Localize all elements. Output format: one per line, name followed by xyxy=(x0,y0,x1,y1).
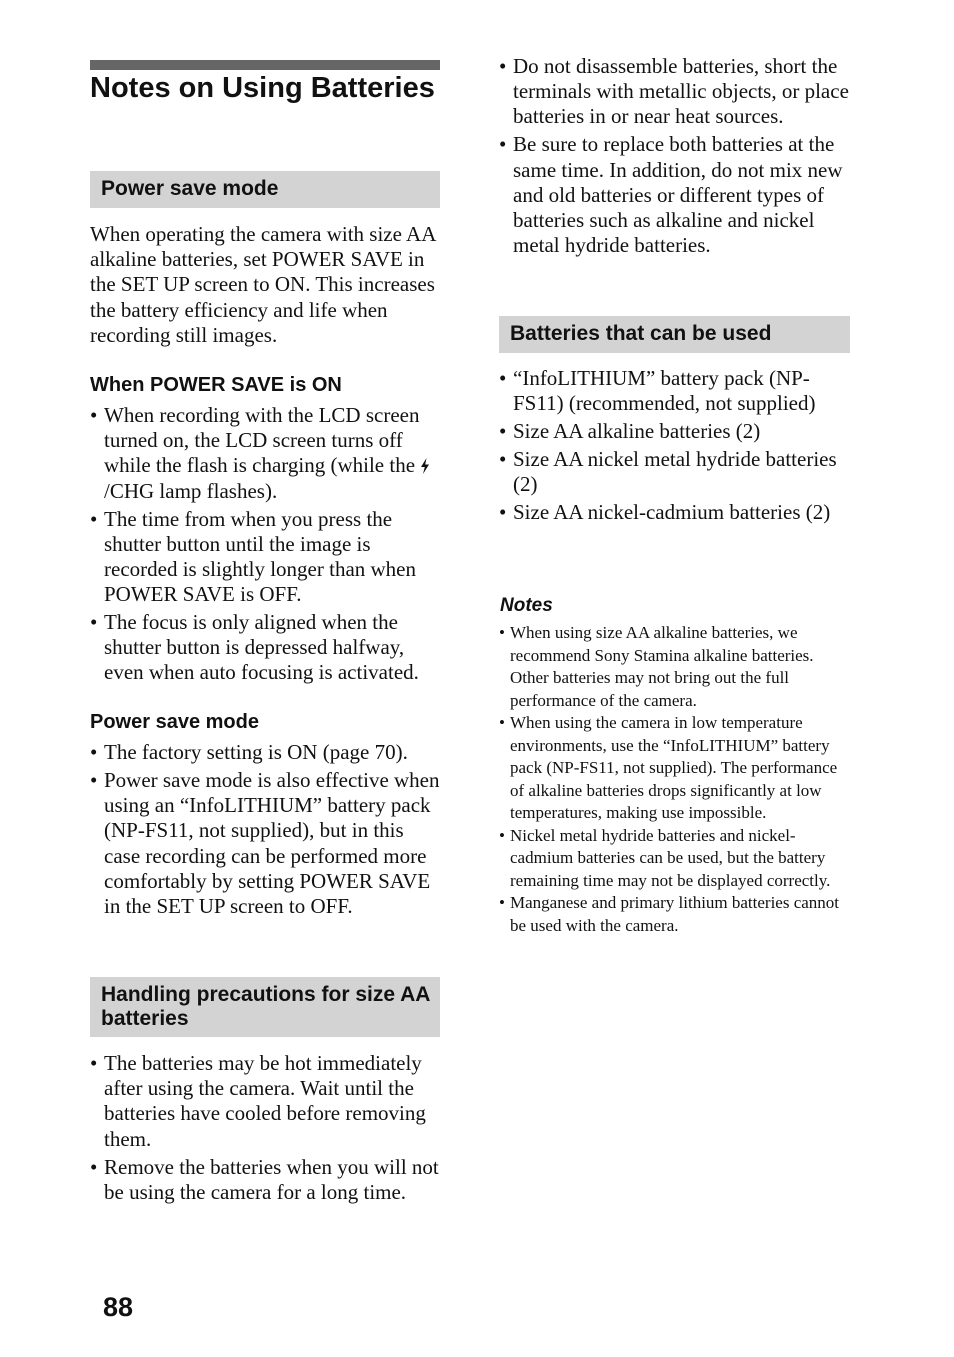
power-save-mode-list xyxy=(90,740,440,922)
note-item: • Nickel metal hydride batteries and nickel-cadmium batteries can be used, but the battery remaining time may not be displayed correctly. xyxy=(499,825,851,893)
page-title: Notes on Using Batteries xyxy=(90,72,435,104)
note-item: • When using size AA alkaline batteries, we recommend Sony Stamina alkaline batteries. Other batteries may not bring out the full performance of the camera. xyxy=(499,622,851,712)
subheading-when-power-save-on: When POWER SAVE is ON xyxy=(90,374,342,396)
subheading-power-save-mode: Power save mode xyxy=(90,711,259,733)
list-item: • The focus is only aligned when the shutter button is depressed halfway, even when auto focusing is activated. xyxy=(90,610,440,686)
list-item: • Size AA alkaline batteries (2) xyxy=(499,419,851,444)
when-on-list xyxy=(90,403,440,688)
top-rule xyxy=(90,60,440,70)
list-item: • Remove the batteries when you will not be using the camera for a long time. xyxy=(90,1155,440,1205)
flash-icon xyxy=(420,458,430,474)
list-item: • Size AA nickel-cadmium batteries (2) xyxy=(499,500,851,525)
note-item: • Manganese and primary lithium batteries cannot be used with the camera. xyxy=(499,892,851,937)
note-item: • When using the camera in low temperature environments, use the “InfoLITHIUM” battery pack (NP-FS11, not supplied). The performance of alkaline batteries drops significantly at low temperatures, making use impossible. xyxy=(499,712,851,825)
section-heading-power-save: Power save mode xyxy=(90,171,440,208)
page-number: 88 xyxy=(103,1292,134,1322)
section-heading-usable-batteries: Batteries that can be used xyxy=(499,316,850,353)
handling-list-left xyxy=(90,1051,440,1208)
list-item: • The batteries may be hot immediately after using the camera. Wait until the batteries have cooled before removing them. xyxy=(90,1051,440,1152)
list-item: • Be sure to replace both batteries at the same time. In addition, do not mix new and old batteries or different types of batteries such as alkaline and nickel metal hydride batteries. xyxy=(499,132,851,258)
list-item: • When recording with the LCD screen turned on, the LCD screen turns off while the flash is charging (while the /CHG lamp flashes). xyxy=(90,403,440,504)
section-heading-handling: Handling precautions for size AA batteries xyxy=(90,977,440,1037)
power-save-intro: When operating the camera with size AA alkaline batteries, set POWER SAVE in the SET UP screen to ON. This increases the battery efficiency and life when recording still images. xyxy=(90,222,436,347)
notes-list xyxy=(499,622,851,937)
list-item: • The factory setting is ON (page 70). xyxy=(90,740,440,765)
list-item: • Power save mode is also effective when using an “InfoLITHIUM” battery pack (NP-FS11, not supplied), but in this case recording can be performed more comfortably by setting POWER SAVE in the SET UP screen to OFF. xyxy=(90,768,440,919)
handling-list-right xyxy=(499,54,851,261)
notes-heading: Notes xyxy=(500,595,553,616)
list-item: • The time from when you press the shutter button until the image is recorded is slightly longer than when POWER SAVE is OFF. xyxy=(90,507,440,608)
usable-batteries-list xyxy=(499,366,851,528)
list-item: • Size AA nickel metal hydride batteries (2) xyxy=(499,447,851,497)
list-item: • “InfoLITHIUM” battery pack (NP-FS11) (recommended, not supplied) xyxy=(499,366,851,416)
list-item: • Do not disassemble batteries, short the terminals with metallic objects, or place batteries in or near heat sources. xyxy=(499,54,851,130)
